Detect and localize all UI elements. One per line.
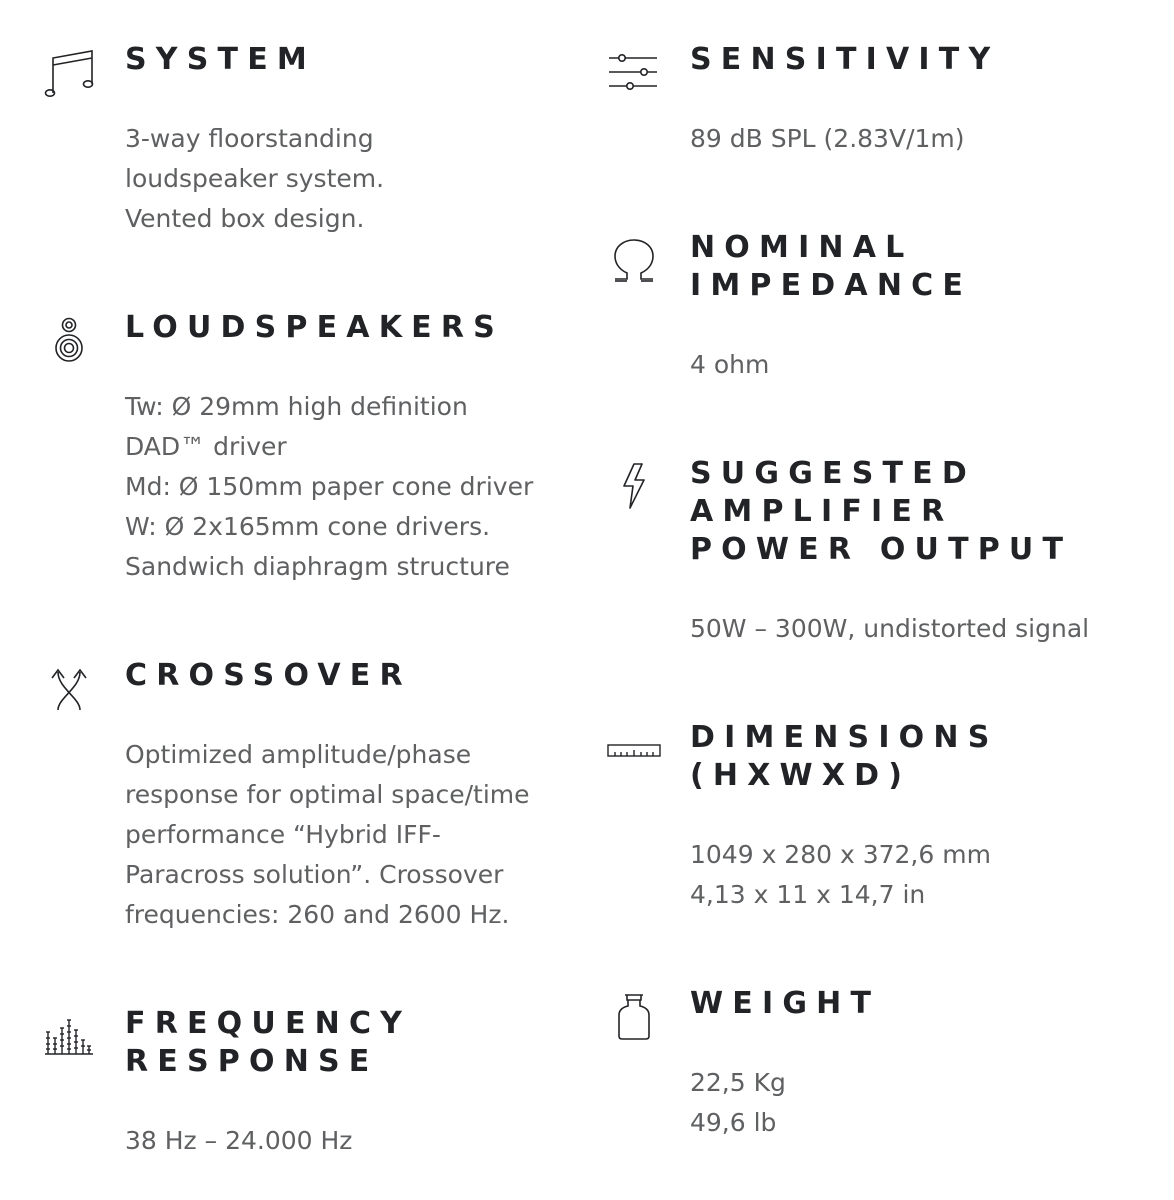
spec-value-line: Paracross solution”. Crossover xyxy=(125,860,504,889)
spec-value xyxy=(690,835,991,915)
sliders-icon xyxy=(608,52,658,92)
spec-value-line: performance “Hybrid IFF- xyxy=(125,820,441,849)
equalizer-bars-icon xyxy=(44,1018,94,1056)
spec-value-line: 50W – 300W, undistorted signal xyxy=(690,614,1090,643)
spec-title-line: POWER OUTPUT xyxy=(690,532,1073,567)
spec-value-line: 38 Hz – 24.000 Hz xyxy=(125,1126,353,1155)
spec-value-line: 1049 x 280 x 372,6 mm xyxy=(690,840,991,869)
spec-title xyxy=(125,1005,411,1081)
spec-value xyxy=(125,119,384,239)
spec-value-line: 49,6 lb xyxy=(690,1108,777,1137)
spec-value-line: Tw: Ø 29mm high definition xyxy=(125,392,468,421)
spec-value xyxy=(690,345,769,385)
spec-value-line: response for optimal space/time xyxy=(125,780,530,809)
speaker-icon xyxy=(54,316,84,366)
omega-icon xyxy=(612,238,656,282)
spec-title xyxy=(690,455,1072,569)
spec-value-line: loudspeaker system. xyxy=(125,164,385,193)
spec-title: CROSSOVER xyxy=(125,658,412,693)
spec-value-line: Vented box design. xyxy=(125,204,365,233)
spec-title-line: AMPLIFIER xyxy=(690,494,954,529)
spec-title xyxy=(690,719,999,795)
spec-title-line: RESPONSE xyxy=(125,1044,379,1079)
spec-title xyxy=(690,229,972,305)
spec-value-line: Sandwich diaphragm structure xyxy=(125,552,510,581)
spec-value-line: 89 dB SPL (2.83V/1m) xyxy=(690,124,965,153)
spec-value-line: W: Ø 2x165mm cone drivers. xyxy=(125,512,491,541)
spec-value-line: 4,13 x 11 x 14,7 in xyxy=(690,880,926,909)
weight-icon xyxy=(615,992,653,1042)
spec-value xyxy=(125,387,533,587)
music-note-icon xyxy=(44,48,94,98)
spec-value-line: Md: Ø 150mm paper cone driver xyxy=(125,472,534,501)
spec-title: SYSTEM xyxy=(125,42,316,77)
spec-value xyxy=(125,735,530,935)
spec-value xyxy=(690,1063,786,1143)
spec-value-line: DAD™ driver xyxy=(125,432,287,461)
spec-value-line: frequencies: 260 and 2600 Hz. xyxy=(125,900,510,929)
spec-value-line: Optimized amplitude/phase xyxy=(125,740,472,769)
crossover-arrows-icon xyxy=(48,666,90,712)
spec-title-line: NOMINAL xyxy=(690,230,914,265)
ruler-icon xyxy=(607,744,661,758)
spec-title: SENSITIVITY xyxy=(690,42,1000,77)
spec-title-line: SUGGESTED xyxy=(690,456,976,491)
spec-title-line: DIMENSIONS xyxy=(690,720,999,755)
spec-title-line: FREQUENCY xyxy=(125,1006,412,1041)
spec-title: LOUDSPEAKERS xyxy=(125,310,504,345)
spec-title-line: (HXWXD) xyxy=(690,758,912,793)
spec-value xyxy=(690,119,965,159)
spec-title: WEIGHT xyxy=(690,986,881,1021)
spec-title-line: IMPEDANCE xyxy=(690,268,973,303)
spec-value-line: 22,5 Kg xyxy=(690,1068,786,1097)
spec-value-line: 3-way floorstanding xyxy=(125,124,374,153)
spec-value xyxy=(125,1121,352,1161)
lightning-icon xyxy=(620,462,648,510)
spec-value-line: 4 ohm xyxy=(690,350,770,379)
spec-value xyxy=(690,609,1089,649)
